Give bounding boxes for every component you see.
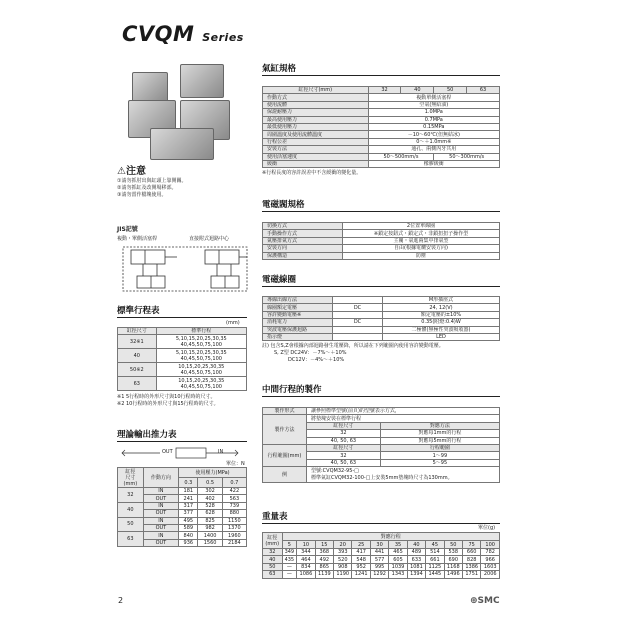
table-cell: OUT xyxy=(143,539,178,546)
weight-cell: 834 xyxy=(297,563,315,570)
weight-cell: 1603 xyxy=(481,563,500,570)
header-cell: 缸徑尺寸 xyxy=(118,328,157,335)
weight-cell: 349 xyxy=(282,549,297,556)
stroke-cell: 5,10,15,20,25,30,35 40,45,50,75,100 xyxy=(156,349,246,363)
table-row xyxy=(118,517,247,524)
mid-cell: 例 xyxy=(263,467,307,483)
product-photo-1 xyxy=(132,72,168,102)
mid-cell: 缸徑尺寸 xyxy=(307,422,381,429)
table-row xyxy=(263,109,500,116)
weight-cell: 1386 xyxy=(462,563,480,570)
coil-title: 電磁線圈 xyxy=(262,275,297,285)
spec-type: DC xyxy=(333,319,383,326)
header-cell: 缸徑尺寸(mm) xyxy=(263,87,369,94)
table-cell: 1400 xyxy=(198,532,222,539)
bore-cell: 40 xyxy=(118,349,157,363)
spec-label: 手動操作方式 xyxy=(263,230,343,237)
mid-cell: 行程範圍 xyxy=(380,444,499,451)
spec-label: 消耗電力 xyxy=(263,319,333,326)
header-cell: 32 xyxy=(368,87,401,94)
coil-table xyxy=(262,296,500,364)
header-cell: 63 xyxy=(467,87,500,94)
table-cell: 241 xyxy=(179,495,198,502)
table-cell: 495 xyxy=(179,517,198,524)
jis-left-label: 複動・單側活塞桿 xyxy=(117,236,158,242)
sol-spec-table xyxy=(262,222,500,260)
mid-stroke-title: 中間行程的製作 xyxy=(262,385,322,395)
table-cell: 1960 xyxy=(222,532,246,539)
mid-cell: 32 xyxy=(307,452,381,459)
bore-cell: 32 xyxy=(263,549,283,556)
weight-cell: 489 xyxy=(407,549,425,556)
table-row xyxy=(263,223,500,230)
mid-example-line: 標準氣缸CVQM32-100-□上安裝5mm墊塊時尺寸為130mm。 xyxy=(311,474,453,481)
series-title: CVQM Series xyxy=(122,22,244,46)
spec-label: 安裝方法 xyxy=(263,146,369,153)
stroke-header: 25 xyxy=(352,541,370,549)
table-cell: 528 xyxy=(198,502,222,509)
table-row xyxy=(263,311,500,318)
stroke-cell: 10,15,20,25,30,35 40,45,50,75,100 xyxy=(156,363,246,377)
weight-cell: 1081 xyxy=(407,563,425,570)
sol-spec-title: 電磁閥規格 xyxy=(262,200,305,210)
weight-cell: 368 xyxy=(315,549,333,556)
header-cell: 作動方向 xyxy=(143,468,178,488)
mid-cell: 32 xyxy=(307,430,381,437)
weight-cell: 1751 xyxy=(462,571,480,578)
spec-label: 最高使用壓力 xyxy=(263,116,369,123)
spec-label: 使用活塞速度 xyxy=(263,153,369,160)
stroke-header: 75 xyxy=(462,541,480,549)
mid-cell: 製作方法 xyxy=(263,415,307,445)
spec-label: 安裝方向 xyxy=(263,245,343,252)
weight-cell: 660 xyxy=(462,549,480,556)
mid-cell: 對應每5mm的行程 xyxy=(380,437,499,444)
spec-value: 24, 12(V) xyxy=(383,304,500,311)
spec-label: 保護構造 xyxy=(263,252,343,259)
bore-cell: 63 xyxy=(263,571,283,578)
spec-type: DC xyxy=(333,304,383,311)
spec-value: 橡膠緩衝 xyxy=(368,160,499,167)
coil-note: S, Z型 DC24V：－7%～＋10% xyxy=(274,350,347,357)
table-row xyxy=(263,101,500,108)
spec-value: 50～500mm/s xyxy=(368,153,434,160)
mid-stroke-table xyxy=(262,407,500,483)
weight-cell: 952 xyxy=(352,563,370,570)
header-cell: 缸徑 (mm) xyxy=(263,533,283,549)
jis-circuit-diagram xyxy=(121,244,251,298)
header-cell: 對應行程 xyxy=(282,533,500,541)
spec-label: 保證耐壓力 xyxy=(263,109,369,116)
table-row xyxy=(263,138,500,145)
table-cell: 563 xyxy=(222,495,246,502)
spec-type xyxy=(333,297,383,304)
spec-value: 額定電壓的±10% xyxy=(383,311,500,318)
page-number: 2 xyxy=(118,596,124,605)
spec-type xyxy=(333,311,383,318)
spec-label: 指示燈 xyxy=(263,333,333,340)
bore-cell: 50※2 xyxy=(118,363,157,377)
header-cell: 50 xyxy=(434,87,467,94)
spec-label: 作動方式 xyxy=(263,94,369,101)
bore-cell: 40 xyxy=(118,502,144,517)
mid-cell: 缸徑尺寸 xyxy=(307,444,381,451)
table-row xyxy=(263,252,500,259)
table-row xyxy=(263,116,500,123)
mid-cell: 對應方法 xyxy=(380,422,499,429)
std-stroke-unit: (mm) xyxy=(226,320,240,326)
stroke-header: 30 xyxy=(370,541,388,549)
smc-logo: ⊕SMC xyxy=(470,596,500,606)
table-row xyxy=(118,502,247,509)
table-row xyxy=(263,556,500,563)
stroke-header: 10 xyxy=(297,541,315,549)
bore-cell: 50 xyxy=(118,517,144,532)
spec-label: 氣壓排氣方式 xyxy=(263,237,343,244)
weight-cell: 514 xyxy=(426,549,444,556)
spec-label: 導線出線方法 xyxy=(263,297,333,304)
spec-value: 0.7MPa xyxy=(368,116,499,123)
spec-value: 0～＋1.0mm※ xyxy=(368,138,499,145)
pressure-cell: 0.7 xyxy=(222,478,246,488)
weight-cell: 828 xyxy=(462,556,480,563)
weight-cell: 633 xyxy=(407,556,425,563)
table-row xyxy=(263,333,500,340)
caution-block xyxy=(117,166,257,198)
weight-cell: 690 xyxy=(444,556,462,563)
spec-type xyxy=(333,333,383,340)
weight-cell: 661 xyxy=(426,556,444,563)
cyl-spec-table xyxy=(262,86,500,177)
spec-value: 50～300mm/s xyxy=(434,153,500,160)
coil-note: 註) 包含S,Z會根據內部迴路發生電壓降，所以請在下列範圍內使用容許變動電壓。 xyxy=(262,343,444,350)
weight-cell: 520 xyxy=(334,556,352,563)
weight-cell: 435 xyxy=(282,556,297,563)
force-direction-diagram xyxy=(120,446,246,460)
spec-value: 2位置單線圈 xyxy=(343,223,500,230)
weight-cell: 1190 xyxy=(334,571,352,578)
weight-cell: 465 xyxy=(389,549,407,556)
table-cell: 2184 xyxy=(222,539,246,546)
weight-cell: 1168 xyxy=(444,563,462,570)
weight-cell: 1039 xyxy=(389,563,407,570)
weight-cell: 538 xyxy=(444,549,462,556)
table-row xyxy=(263,245,500,252)
force-title: 理論輸出推力表 xyxy=(117,430,177,440)
pressure-cell: 0.3 xyxy=(179,478,198,488)
in-label: IN xyxy=(218,449,224,455)
weight-cell: 441 xyxy=(370,549,388,556)
spec-label: 緩衝 xyxy=(263,160,369,167)
header-cell: 標準行程 xyxy=(156,328,246,335)
weight-cell: 492 xyxy=(315,556,333,563)
stroke-cell: 5,10,15,20,25,30,35 40,45,50,75,100 xyxy=(156,335,246,349)
table-row xyxy=(263,94,500,101)
mid-cell: 製作形式 xyxy=(263,408,307,415)
caution-line: ②請勿抓缸及改開場移部。 xyxy=(117,184,177,191)
table-cell: 880 xyxy=(222,510,246,517)
table-cell: IN xyxy=(143,488,178,495)
spec-value: 二極體(無極性突波吸收器) xyxy=(383,326,500,333)
spec-label: 周圍溫度及使用流體溫度 xyxy=(263,131,369,138)
stroke-header: 40 xyxy=(407,541,425,549)
spec-label: 行程公差 xyxy=(263,138,369,145)
table-cell: 936 xyxy=(179,539,198,546)
spec-value: 通孔、兩側內牙共用 xyxy=(368,146,499,153)
weight-cell: 1292 xyxy=(370,571,388,578)
spec-label: 線圈額定電壓 xyxy=(263,304,333,311)
mid-cell: 1～99 xyxy=(380,452,499,459)
weight-cell: 1445 xyxy=(426,571,444,578)
table-row xyxy=(118,488,247,495)
spec-value: 防塵 xyxy=(343,252,500,259)
std-stroke-note: ※1 5行程時的外形尺寸與10行程時的尺寸。 xyxy=(117,394,216,401)
spec-label: 突波電壓保護迴路 xyxy=(263,326,333,333)
table-cell: 1150 xyxy=(222,517,246,524)
out-label: OUT xyxy=(162,449,173,455)
weight-cell: 865 xyxy=(315,563,333,570)
table-cell: IN xyxy=(143,532,178,539)
table-row xyxy=(263,230,500,237)
mid-example-line: 型號:CVQM32-95-□ xyxy=(311,467,359,474)
spec-label: 最低使用壓力 xyxy=(263,123,369,130)
bore-cell: 63 xyxy=(118,377,157,391)
spec-value: M形插座式 xyxy=(383,297,500,304)
spec-value: 0.35(附燈:0.4)W xyxy=(383,319,500,326)
spec-value: －10～60℃(但無結冰) xyxy=(368,131,499,138)
weight-cell: 782 xyxy=(481,549,500,556)
spec-value: 0.15MPa xyxy=(368,123,499,130)
table-row xyxy=(263,549,500,556)
caution-line: ①請勿抓肘出與缸頭上靠開關。 xyxy=(117,178,187,184)
spec-value: ※鎖定按鈕式・鎖定式・非鎖扭扭子操作型 xyxy=(343,230,500,237)
mid-cell: 將墊塊安裝在標準行程 xyxy=(307,415,500,422)
weight-title: 重量表 xyxy=(262,512,288,522)
mid-cell: 讓參照標準型號(前頁)的型號表示方式， xyxy=(307,408,500,415)
spec-value: 空氣(無給油) xyxy=(368,101,499,108)
stroke-cell: 10,15,20,25,30,35 40,45,50,75,100 xyxy=(156,377,246,391)
weight-cell: — xyxy=(282,571,297,578)
std-stroke-note: ※2 10行程時的外形尺寸與15行程時的尺寸。 xyxy=(117,401,219,408)
weight-cell: 417 xyxy=(352,549,370,556)
table-cell: IN xyxy=(143,502,178,509)
weight-cell: 966 xyxy=(481,556,500,563)
mid-cell: 對應每1mm的行程 xyxy=(380,430,499,437)
spec-label: 切換方式 xyxy=(263,223,343,230)
spec-label: 容許變動電壓※ xyxy=(263,311,333,318)
weight-cell: 1394 xyxy=(407,571,425,578)
std-stroke-title: 標準行程表 xyxy=(117,306,160,316)
mid-cell: 5～95 xyxy=(380,459,499,466)
table-cell: 825 xyxy=(198,517,222,524)
table-row xyxy=(263,160,500,167)
caution-line: ③請勿當作檔塊使用。 xyxy=(117,191,167,198)
weight-cell: 2006 xyxy=(481,571,500,578)
weight-cell: 464 xyxy=(297,556,315,563)
spec-value: 1.0MPa xyxy=(368,109,499,116)
table-cell: 402 xyxy=(198,495,222,502)
table-cell: IN xyxy=(143,517,178,524)
pressure-cell: 0.5 xyxy=(198,478,222,488)
table-cell: 181 xyxy=(179,488,198,495)
weight-cell: 577 xyxy=(370,556,388,563)
table-cell: 628 xyxy=(198,510,222,517)
header-cell: 40 xyxy=(401,87,434,94)
product-photo-5 xyxy=(150,128,214,160)
table-cell: 422 xyxy=(222,488,246,495)
bore-cell: 32 xyxy=(118,488,144,503)
table-cell: 1370 xyxy=(222,524,246,531)
logo-mark-icon: ⊕ xyxy=(470,596,478,606)
bore-cell: 32※1 xyxy=(118,335,157,349)
table-row xyxy=(263,326,500,333)
table-row xyxy=(263,304,500,311)
table-row xyxy=(263,131,500,138)
spec-label: 使用流體 xyxy=(263,101,369,108)
jis-title: JIS記號 xyxy=(117,226,138,233)
table-cell: 739 xyxy=(222,502,246,509)
bore-cell: 40 xyxy=(263,556,283,563)
spec-value: 複動單側活塞桿 xyxy=(368,94,499,101)
stroke-header: 5 xyxy=(282,541,297,549)
table-cell: 317 xyxy=(179,502,198,509)
table-cell: 982 xyxy=(198,524,222,531)
weight-cell: 605 xyxy=(389,556,407,563)
caution-title: ⚠注意 xyxy=(117,166,146,177)
weight-cell: 1496 xyxy=(444,571,462,578)
table-row xyxy=(263,563,500,570)
mid-cell: 行程範圍(mm) xyxy=(263,444,307,466)
warning-icon: ⚠ xyxy=(117,166,126,177)
jis-right-label: 直接附式迴路中心 xyxy=(189,236,230,242)
table-row xyxy=(263,297,500,304)
std-stroke-table xyxy=(117,327,247,408)
cyl-spec-title: 氣缸規格 xyxy=(262,64,297,74)
table-cell: OUT xyxy=(143,510,178,517)
weight-cell: 995 xyxy=(370,563,388,570)
stroke-header: 45 xyxy=(426,541,444,549)
spec-value: LED xyxy=(383,333,500,340)
weight-cell: 548 xyxy=(352,556,370,563)
table-row xyxy=(263,153,500,160)
table-cell: 840 xyxy=(179,532,198,539)
product-photo-2 xyxy=(180,64,224,98)
mid-cell: 40, 50, 63 xyxy=(307,437,381,444)
bore-cell: 50 xyxy=(263,563,283,570)
stroke-header: 20 xyxy=(334,541,352,549)
table-row xyxy=(263,123,500,130)
weight-cell: 908 xyxy=(334,563,352,570)
table-row xyxy=(263,319,500,326)
spec-value: 自由(根據電纜安裝方向) xyxy=(343,245,500,252)
weight-cell: 1125 xyxy=(426,563,444,570)
header-cell: 缸徑 尺寸 (mm) xyxy=(118,468,144,488)
weight-cell: 344 xyxy=(297,549,315,556)
table-cell: 589 xyxy=(179,524,198,531)
weight-cell: — xyxy=(282,563,297,570)
weight-unit: 單位(g) xyxy=(478,525,496,531)
force-table xyxy=(117,467,247,547)
table-cell: 1560 xyxy=(198,539,222,546)
table-row xyxy=(263,571,500,578)
coil-note: DC12V：－4%～＋10% xyxy=(288,356,345,363)
table-cell: 377 xyxy=(179,510,198,517)
weight-cell: 393 xyxy=(334,549,352,556)
weight-table xyxy=(262,532,500,579)
stroke-header: 15 xyxy=(315,541,333,549)
cyl-spec-note: ※行程長度的容許誤差中不含緩衝的變化量。 xyxy=(262,170,362,177)
table-row xyxy=(263,146,500,153)
bore-cell: 63 xyxy=(118,532,144,547)
spec-value: 主閥・氣進兩集中排氣型 xyxy=(343,237,500,244)
force-unit: 單位：N xyxy=(226,461,245,467)
stroke-header: 50 xyxy=(444,541,462,549)
weight-cell: 1241 xyxy=(352,571,370,578)
spec-type xyxy=(333,326,383,333)
stroke-header: 35 xyxy=(389,541,407,549)
weight-cell: 1086 xyxy=(297,571,315,578)
table-row xyxy=(263,237,500,244)
stroke-header: 100 xyxy=(481,541,500,549)
weight-cell: 1139 xyxy=(315,571,333,578)
header-cell: 使用壓力(MPa) xyxy=(179,468,247,478)
table-cell: OUT xyxy=(143,524,178,531)
table-row xyxy=(118,532,247,539)
jis-symbol xyxy=(117,226,252,298)
weight-cell: 1343 xyxy=(389,571,407,578)
table-cell: OUT xyxy=(143,495,178,502)
table-cell: 302 xyxy=(198,488,222,495)
mid-cell: 40, 50, 63 xyxy=(307,459,381,466)
